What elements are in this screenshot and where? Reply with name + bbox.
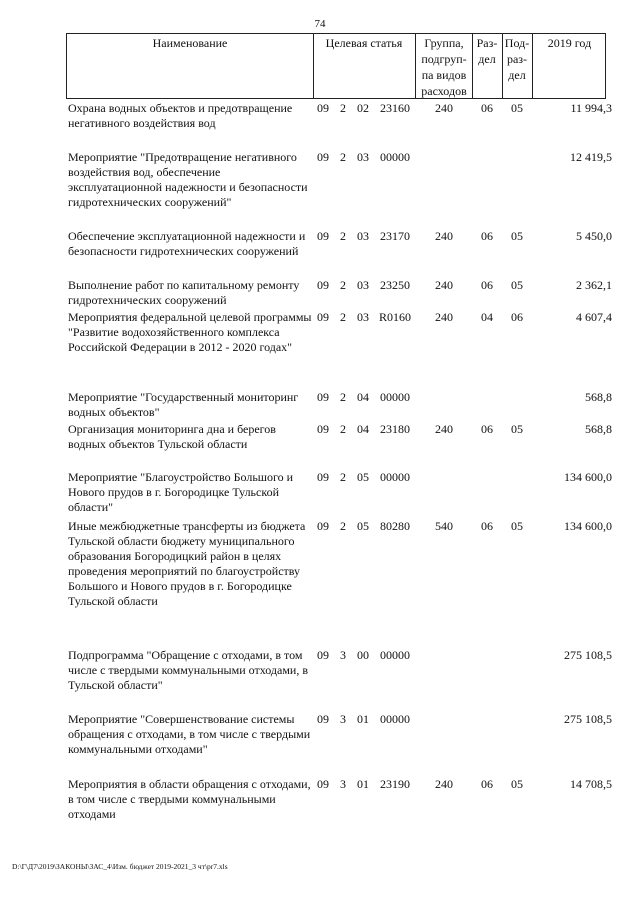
code-program: 09 [317,470,329,484]
code-event: 04 [357,390,369,404]
subsection-code: 05 [511,101,523,115]
row-amount: 5 450,0 [576,229,612,243]
code-direction: R0160 [378,310,411,324]
page-number: 74 [314,18,326,30]
table-header [66,33,606,99]
subsection-code: 05 [511,229,523,243]
group-code: 240 [435,278,453,292]
row-name: Выполнение работ по капитальному ремонту гидротехнических сооружений [68,278,300,307]
header-subsection: Под- раз- дел [504,36,530,82]
group-code: 240 [435,310,453,324]
code-direction: 23180 [380,422,410,436]
code-program: 09 [317,310,329,324]
row-amount: 275 108,5 [564,712,612,726]
header-section: Раз- дел [476,36,498,66]
code-subprogram: 2 [340,310,346,324]
group-code: 540 [435,519,453,533]
code-subprogram: 2 [340,422,346,436]
code-program: 09 [317,422,329,436]
row-amount: 275 108,5 [564,648,612,662]
row-name: Охрана водных объектов и предотвращение негативного воздействия вод [68,101,293,130]
code-event: 05 [357,470,369,484]
row-amount: 4 607,4 [576,310,612,324]
code-event: 01 [357,712,369,726]
row-amount: 134 600,0 [564,470,612,484]
code-program: 09 [317,390,329,404]
code-program: 09 [317,712,329,726]
header-name: Наименование [152,36,228,50]
row-amount: 11 994,3 [570,101,612,115]
code-direction: 23250 [380,278,410,292]
section-code: 06 [481,278,493,292]
subsection-code: 06 [511,310,523,324]
code-direction: 00000 [380,390,410,404]
group-code: 240 [435,229,453,243]
header-target: Целевая статья [325,36,403,50]
row-name: Мероприятие "Совершенствование системы обращения с отходами, в том числе с твердыми коммунальными отходами" [68,712,311,756]
row-amount: 568,8 [585,422,612,436]
group-code: 240 [435,101,453,115]
code-event: 00 [357,648,369,662]
code-direction: 23170 [380,229,410,243]
row-name: Иные межбюджетные трансферты из бюджета Тульской области бюджету муниципального образования Богородицкий район в целях проведения мероприятий по благоустройству Большого и Нового прудов в г. Богородицке Тульской области [68,519,306,608]
code-program: 09 [317,150,329,164]
row-name: Мероприятие "Предотвращение негативного воздействия вод, обеспечение эксплуатационной надежности и безопасности гидротехнических сооружений" [68,150,308,209]
group-code: 240 [435,422,453,436]
code-subprogram: 2 [340,229,346,243]
row-name: Организация мониторинга дна и берегов водных объектов Тульской области [68,422,276,451]
row-amount: 12 419,5 [570,150,612,164]
code-subprogram: 2 [340,470,346,484]
code-event: 03 [357,150,369,164]
code-subprogram: 3 [340,777,346,791]
row-amount: 568,8 [585,390,612,404]
code-direction: 00000 [380,712,410,726]
subsection-code: 05 [511,519,523,533]
code-event: 04 [357,422,369,436]
code-program: 09 [317,519,329,533]
code-program: 09 [317,229,329,243]
section-code: 06 [481,101,493,115]
section-code: 06 [481,229,493,243]
code-program: 09 [317,101,329,115]
row-name: Мероприятия федеральной целевой программы "Развитие водохозяйственного комплекса Российской Федерации в 2012 - 2020 годах" [68,310,312,354]
header-year: 2019 год [547,36,592,50]
code-direction: 23190 [380,777,410,791]
row-name: Мероприятия в области обращения с отходами, в том числе с твердыми коммунальными отходами [68,777,311,821]
code-subprogram: 2 [340,101,346,115]
code-event: 05 [357,519,369,533]
code-subprogram: 2 [340,150,346,164]
code-program: 09 [317,648,329,662]
code-event: 02 [357,101,369,115]
code-subprogram: 2 [340,519,346,533]
row-name: Обеспечение эксплуатационной надежности и безопасности гидротехнических сооружений [68,229,306,258]
code-event: 01 [357,777,369,791]
code-subprogram: 2 [340,390,346,404]
row-name: Мероприятие "Благоустройство Большого и Нового прудов в г. Богородицке Тульской области" [68,470,294,514]
code-event: 03 [357,310,369,324]
section-code: 06 [481,422,493,436]
code-direction: 23160 [380,101,410,115]
row-name: Подпрограмма "Обращение с отходами, в том числе с твердыми коммунальными отходами, в Тульской области" [68,648,309,692]
subsection-code: 05 [511,278,523,292]
row-amount: 14 708,5 [570,777,612,791]
row-amount: 2 362,1 [576,278,612,292]
subsection-code: 05 [511,422,523,436]
header-group: Группа, подгруп- па видов расходов [421,36,467,98]
code-subprogram: 3 [340,712,346,726]
code-direction: 00000 [380,470,410,484]
row-name: Мероприятие "Государственный мониторинг водных объектов" [68,390,299,419]
footer-path: D:\Г\Д7\2019\ЗАКОНЫ\ЗАС_4\Изм. бюджет 2019-2021_3 чт\pr7.xls [12,862,228,871]
row-amount: 134 600,0 [564,519,612,533]
group-code: 240 [435,777,453,791]
code-subprogram: 2 [340,278,346,292]
code-program: 09 [317,278,329,292]
code-direction: 00000 [380,150,410,164]
section-code: 06 [481,519,493,533]
code-direction: 80280 [380,519,410,533]
code-event: 03 [357,278,369,292]
subsection-code: 05 [511,777,523,791]
section-code: 04 [481,310,493,324]
code-event: 03 [357,229,369,243]
section-code: 06 [481,777,493,791]
code-program: 09 [317,777,329,791]
code-subprogram: 3 [340,648,346,662]
code-direction: 00000 [380,648,410,662]
